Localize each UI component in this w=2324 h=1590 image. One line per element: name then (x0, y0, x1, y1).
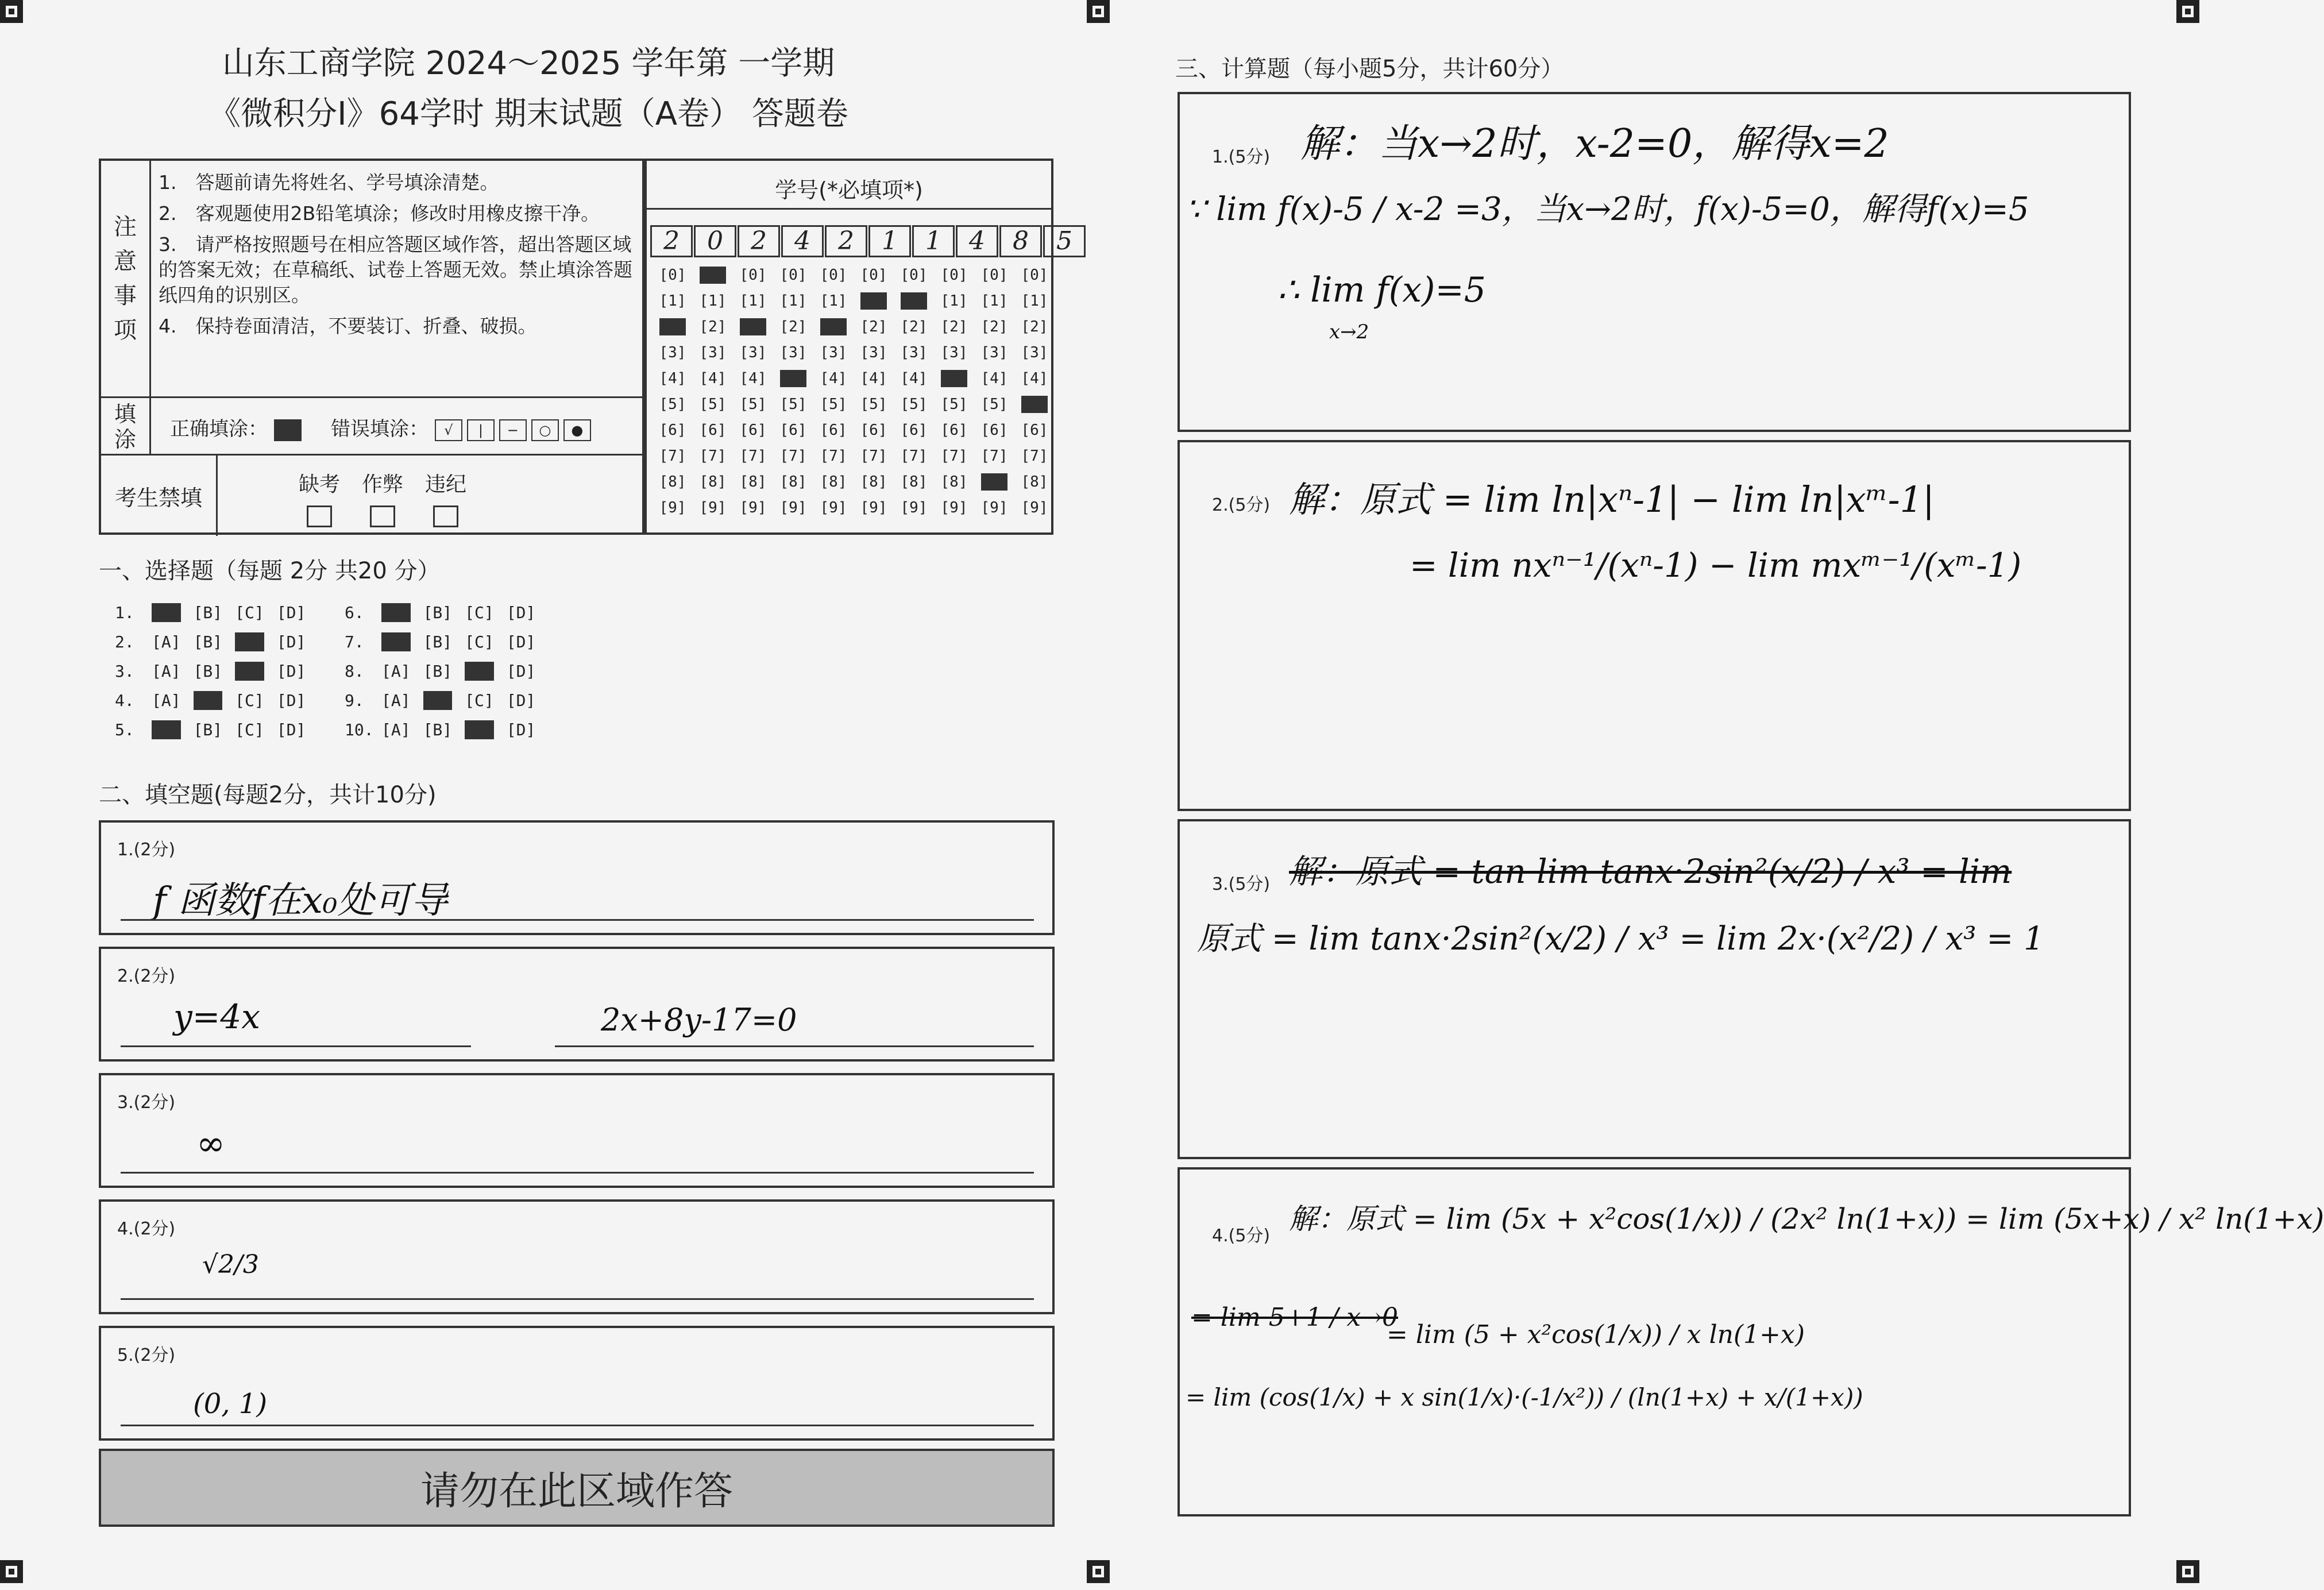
handwritten-line: 原式 = lim tanx·2sin²(x/2) / x³ = lim 2x·(x²/2) / x³ = 1 (1197, 920, 2044, 958)
question-number: 5. (115, 720, 134, 739)
id-bubble[interactable]: [0] (1021, 266, 1048, 284)
choice-option[interactable]: [C] (465, 720, 494, 739)
id-bubble[interactable]: [1] (699, 292, 727, 310)
id-bubble[interactable]: [2] (779, 318, 807, 335)
fill-side-label: 填 涂 (101, 398, 151, 456)
id-bubble[interactable]: [0] (739, 266, 767, 284)
bubble-row (653, 314, 1055, 339)
choice-option[interactable]: [B] (423, 720, 453, 739)
choice-question (115, 603, 318, 622)
choice-option[interactable]: [D] (506, 603, 536, 622)
id-bubble[interactable]: [8] (860, 473, 887, 491)
bubble-row (653, 288, 1055, 314)
handwritten-line: 解：当x→2时，x-2=0，解得x=2 (1300, 121, 1889, 167)
choice-option[interactable]: [C] (465, 603, 494, 622)
cheating-checkbox[interactable] (370, 505, 395, 527)
id-bubble[interactable]: [4] (860, 369, 887, 387)
id-bubble[interactable]: [2] (739, 318, 767, 335)
choice-question (345, 603, 548, 622)
id-bubble[interactable]: [8] (940, 473, 968, 491)
fill-blank-label: 3.(2分) (117, 1093, 176, 1113)
id-bubble[interactable]: [6] (900, 421, 928, 439)
id-bubble[interactable]: [4] (900, 369, 928, 387)
id-bubble[interactable]: [8] (980, 473, 1008, 491)
choice-option[interactable]: [C] (235, 603, 264, 622)
choice-option[interactable]: [D] (276, 720, 306, 739)
id-bubble[interactable]: [2] (980, 318, 1008, 335)
id-bubble[interactable]: [0] (940, 266, 968, 284)
handwritten-answer: √2/3 (202, 1250, 259, 1279)
student-id-box (644, 159, 1072, 535)
id-bubble[interactable]: [8] (659, 473, 686, 491)
choice-option[interactable]: [A] (381, 691, 411, 710)
student-id-title: 学号(*必填项*) (775, 177, 923, 203)
choice-option[interactable]: [C] (235, 632, 264, 651)
corner-marker (2176, 0, 2199, 23)
handwritten-answer-2: 2x+8y-17=0 (601, 1002, 797, 1038)
id-bubble[interactable]: [3] (900, 344, 928, 361)
fill-examples: 正确填涂： 错误填涂： √ | − ○ ● (170, 413, 596, 441)
id-bubble[interactable]: [9] (659, 499, 686, 516)
calc-answer-box-1 (1178, 92, 2131, 432)
choice-option[interactable]: [B] (193, 662, 223, 681)
choice-option[interactable]: [A] (152, 720, 181, 739)
fill-blank-label: 1.(2分) (117, 840, 176, 860)
id-bubble[interactable]: [3] (860, 344, 887, 361)
id-bubble[interactable]: [7] (659, 447, 686, 465)
id-bubble[interactable]: [1] (820, 292, 847, 310)
calc-label: 2.(5分) (1212, 495, 1271, 515)
id-bubble[interactable]: [3] (940, 344, 968, 361)
fill-blank-5 (99, 1326, 1055, 1441)
id-bubble[interactable]: [7] (980, 447, 1008, 465)
choice-option[interactable]: [D] (506, 691, 536, 710)
id-bubble[interactable]: [1] (900, 292, 928, 310)
id-bubble[interactable]: [1] (739, 292, 767, 310)
choice-option[interactable]: [B] (193, 603, 223, 622)
id-bubble[interactable]: [7] (900, 447, 928, 465)
id-bubble[interactable]: [5] (820, 395, 847, 413)
violation-option: 违纪 (417, 468, 474, 527)
absent-option: 缺考 (291, 468, 348, 527)
id-bubble[interactable]: [4] (699, 369, 727, 387)
id-bubble[interactable]: [4] (659, 369, 686, 387)
corner-marker (1087, 0, 1110, 23)
choice-option[interactable]: [C] (235, 691, 264, 710)
section1-title: 一、选择题（每题 2分 共20 分） (99, 558, 441, 584)
id-bubble[interactable]: [0] (699, 266, 727, 284)
id-bubble[interactable]: [2] (900, 318, 928, 335)
bubble-row (653, 443, 1055, 469)
id-bubble[interactable]: [9] (779, 499, 807, 516)
wrong-mark-dot: ● (563, 419, 591, 441)
fill-blank-2 (99, 947, 1055, 1062)
bubble-row (653, 417, 1055, 443)
bubble-row (653, 495, 1055, 520)
id-bubble[interactable]: [5] (1021, 395, 1048, 413)
wrong-mark-bar: | (467, 419, 495, 441)
note-item: 1. 答题前请先将姓名、学号填涂清楚。 (159, 171, 499, 194)
question-number: 8. (345, 662, 364, 681)
id-bubble[interactable]: [1] (779, 292, 807, 310)
absent-checkbox[interactable] (307, 505, 332, 527)
id-digit: 4 (781, 225, 824, 257)
choice-option[interactable]: [A] (152, 662, 181, 681)
choice-option[interactable]: [A] (152, 603, 181, 622)
violation-checkbox[interactable] (433, 505, 458, 527)
question-number: 6. (345, 603, 364, 622)
id-bubble[interactable]: [6] (699, 421, 727, 439)
id-bubble[interactable]: [4] (820, 369, 847, 387)
fill-blank-1 (99, 820, 1055, 935)
id-bubble[interactable]: [6] (739, 421, 767, 439)
corner-marker (2176, 1560, 2199, 1583)
id-bubble[interactable]: [7] (940, 447, 968, 465)
calc-answer-box-3 (1178, 819, 2131, 1159)
id-bubble[interactable]: [5] (699, 395, 727, 413)
calc-label: 3.(5分) (1212, 874, 1271, 894)
student-id-digits (650, 225, 1087, 257)
id-bubble[interactable]: [1] (860, 292, 887, 310)
id-bubble[interactable]: [8] (820, 473, 847, 491)
id-bubble[interactable]: [6] (980, 421, 1008, 439)
bubble-row (653, 339, 1055, 365)
fill-blank-3 (99, 1073, 1055, 1188)
bubble-row (653, 391, 1055, 417)
id-bubble[interactable]: [5] (900, 395, 928, 413)
calc-label: 1.(5分) (1212, 147, 1271, 167)
id-bubble[interactable]: [5] (980, 395, 1008, 413)
note-item: 3. 请严格按照题号在相应答题区域作答，超出答题区域的答案无效；在草稿纸、试卷上答题无效。禁止填涂答题纸四角的识别区。 (159, 233, 632, 306)
question-number: 7. (345, 632, 364, 651)
id-bubble[interactable]: [5] (739, 395, 767, 413)
instructions-box (99, 159, 644, 535)
fill-blank-label: 4.(2分) (117, 1219, 176, 1239)
handwritten-answer: ∞ (196, 1124, 225, 1164)
id-bubble[interactable]: [8] (1021, 473, 1048, 491)
choice-option[interactable]: [B] (423, 632, 453, 651)
choice-option[interactable]: [A] (381, 720, 411, 739)
choice-option[interactable]: [B] (193, 632, 223, 651)
id-bubble[interactable]: [7] (779, 447, 807, 465)
examiner-only-row (101, 454, 644, 536)
calc-answer-box-4 (1178, 1167, 2324, 1516)
choice-option[interactable]: [A] (152, 632, 181, 651)
id-bubble[interactable]: [6] (820, 421, 847, 439)
id-bubble[interactable]: [9] (900, 499, 928, 516)
id-bubble[interactable]: [2] (860, 318, 887, 335)
question-number: 9. (345, 691, 364, 710)
choice-option[interactable]: [C] (465, 691, 494, 710)
exam-title-line1: 山东工商学院 2024～2025 学年第 一学期 (222, 45, 835, 82)
notes-list (159, 170, 635, 345)
id-bubble[interactable]: [5] (940, 395, 968, 413)
id-bubble[interactable]: [1] (659, 292, 686, 310)
choice-option[interactable]: [A] (152, 691, 181, 710)
wrong-mark-circle: ○ (531, 419, 559, 441)
id-bubble[interactable]: [0] (980, 266, 1008, 284)
examiner-only-label: 考生禁填 (101, 456, 218, 536)
student-id-bubble-grid (653, 262, 1055, 520)
choice-option[interactable]: [D] (506, 662, 536, 681)
id-digit: 1 (912, 225, 955, 257)
fill-blank-label: 2.(2分) (117, 966, 176, 986)
id-bubble[interactable]: [7] (739, 447, 767, 465)
id-bubble[interactable]: [2] (1021, 318, 1048, 335)
question-number: 10. (345, 720, 374, 739)
id-digit: 1 (868, 225, 911, 257)
choice-option[interactable]: [C] (235, 720, 264, 739)
question-number: 2. (115, 632, 134, 651)
handwritten-line: 解：原式 = lim (5x + x²cos(1/x)) / (2x² ln(1+x)) = lim (5x+x) / x² ln(1+x) (1289, 1202, 2324, 1236)
id-bubble[interactable]: [9] (860, 499, 887, 516)
crossed-out-line: 解：原式 = tan lim tanx·2sin²(x/2) / x³ = lim (1289, 852, 2012, 891)
id-bubble[interactable]: [6] (940, 421, 968, 439)
choice-option[interactable]: [B] (423, 662, 453, 681)
choice-option[interactable]: [D] (506, 720, 536, 739)
calc-answer-box-2 (1178, 440, 2131, 811)
id-digit: 2 (738, 225, 780, 257)
id-bubble[interactable]: [0] (900, 266, 928, 284)
id-bubble[interactable]: [5] (779, 395, 807, 413)
id-bubble[interactable]: [6] (1021, 421, 1048, 439)
id-bubble[interactable]: [4] (1021, 369, 1048, 387)
id-bubble[interactable]: [0] (659, 266, 686, 284)
choice-question (115, 632, 318, 651)
choice-option[interactable]: [B] (193, 691, 223, 710)
id-bubble[interactable]: [3] (659, 344, 686, 361)
id-bubble[interactable]: [4] (739, 369, 767, 387)
id-bubble[interactable]: [8] (699, 473, 727, 491)
id-bubble[interactable]: [7] (1021, 447, 1048, 465)
id-bubble[interactable]: [9] (1021, 499, 1048, 516)
id-bubble[interactable]: [9] (699, 499, 727, 516)
choice-question (115, 691, 318, 710)
id-bubble[interactable]: [1] (1021, 292, 1048, 310)
id-bubble[interactable]: [8] (779, 473, 807, 491)
bubble-row (653, 262, 1055, 288)
id-bubble[interactable]: [1] (980, 292, 1008, 310)
id-bubble[interactable]: [9] (980, 499, 1008, 516)
choice-question (345, 720, 548, 739)
id-bubble[interactable]: [4] (940, 369, 968, 387)
question-number: 4. (115, 691, 134, 710)
correct-fill-mark (274, 419, 302, 441)
handwritten-line: ∴ lim f(x)=5 (1277, 270, 1486, 310)
choice-option[interactable]: [D] (506, 632, 536, 651)
choice-option[interactable]: [D] (276, 691, 306, 710)
id-bubble[interactable]: [4] (779, 369, 807, 387)
id-bubble[interactable]: [5] (659, 395, 686, 413)
id-digit: 2 (650, 225, 693, 257)
fill-example-row (101, 396, 644, 456)
id-digit: 2 (825, 225, 867, 257)
handwritten-line: x→2 (1329, 321, 1369, 344)
id-bubble[interactable]: [4] (980, 369, 1008, 387)
id-bubble[interactable]: [6] (860, 421, 887, 439)
choice-question (345, 662, 548, 681)
choice-question (345, 691, 548, 710)
handwritten-line: = lim (cos(1/x) + x sin(1/x)·(-1/x²)) / (ln(1+x) + x/(1+x)) (1186, 1383, 1863, 1411)
id-bubble[interactable]: [1] (940, 292, 968, 310)
id-bubble[interactable]: [2] (659, 318, 686, 335)
note-item: 2. 客观题使用2B铅笔填涂；修改时用橡皮擦干净。 (159, 202, 600, 225)
id-bubble[interactable]: [2] (699, 318, 727, 335)
id-bubble[interactable]: [2] (820, 318, 847, 335)
handwritten-line: = lim nxⁿ⁻¹/(xⁿ-1) − lim mxᵐ⁻¹/(xᵐ-1) (1410, 546, 2022, 585)
choice-option[interactable]: [D] (276, 632, 306, 651)
handwritten-answer: f 函数f在x₀处可导 (153, 879, 448, 922)
id-bubble[interactable]: [7] (699, 447, 727, 465)
no-answer-zone: 请勿在此区域作答 (99, 1449, 1055, 1527)
bubble-row (653, 469, 1055, 495)
choice-option[interactable]: [B] (193, 720, 223, 739)
choice-question (345, 632, 548, 651)
fill-blank-4 (99, 1199, 1055, 1314)
question-number: 1. (115, 603, 134, 622)
section3-title: 三、计算题（每小题5分，共计60分） (1175, 56, 1564, 82)
choice-option[interactable]: [A] (381, 632, 411, 651)
id-digit: 4 (956, 225, 998, 257)
question-number: 3. (115, 662, 134, 681)
id-digit: 8 (999, 225, 1042, 257)
id-bubble[interactable]: [7] (820, 447, 847, 465)
handwritten-line: 解：原式 = lim ln|xⁿ-1| − lim ln|xᵐ-1| (1289, 478, 1935, 520)
choice-option[interactable]: [B] (423, 603, 453, 622)
id-bubble[interactable]: [0] (860, 266, 887, 284)
exam-title-line2: 《微积分Ⅰ》64学时 期末试题（A卷） 答题卷 (209, 95, 848, 133)
choice-option[interactable]: [C] (235, 662, 264, 681)
fill-blank-label: 5.(2分) (117, 1345, 176, 1365)
wrong-mark-dash: − (499, 419, 527, 441)
id-bubble[interactable]: [3] (699, 344, 727, 361)
choice-option[interactable]: [C] (465, 662, 494, 681)
choice-option[interactable]: [C] (465, 632, 494, 651)
id-bubble[interactable]: [7] (860, 447, 887, 465)
id-digit: 5 (1043, 225, 1086, 257)
choice-option[interactable]: [D] (276, 603, 306, 622)
bubble-row (653, 365, 1055, 391)
id-digit: 0 (694, 225, 736, 257)
handwritten-line: ∵ lim f(x)-5 / x-2 =3，当x→2时，f(x)-5=0，解得f(x)=5 (1186, 191, 2029, 228)
id-bubble[interactable]: [9] (820, 499, 847, 516)
id-bubble[interactable]: [0] (779, 266, 807, 284)
id-bubble[interactable]: [3] (980, 344, 1008, 361)
choice-option[interactable]: [B] (423, 691, 453, 710)
corner-marker (0, 1560, 23, 1583)
id-bubble[interactable]: [8] (900, 473, 928, 491)
handwritten-line: = lim (5 + x²cos(1/x)) / x ln(1+x) (1387, 1320, 1805, 1349)
id-bubble[interactable]: [3] (739, 344, 767, 361)
id-bubble[interactable]: [3] (1021, 344, 1048, 361)
id-bubble[interactable]: [9] (940, 499, 968, 516)
id-bubble[interactable]: [0] (820, 266, 847, 284)
handwritten-answer: (0, 1) (193, 1388, 268, 1420)
corner-marker (0, 0, 23, 23)
cheating-option: 作弊 (354, 468, 411, 527)
notes-side-label: 注 意 事 项 (101, 161, 151, 396)
crossed-out-line: = lim 5+1 / x→0 (1191, 1303, 1399, 1332)
choice-option[interactable]: [D] (276, 662, 306, 681)
id-bubble[interactable]: [8] (739, 473, 767, 491)
id-bubble[interactable]: [2] (940, 318, 968, 335)
id-bubble[interactable]: [3] (820, 344, 847, 361)
choice-option[interactable]: [A] (381, 603, 411, 622)
choice-question (115, 720, 318, 739)
section2-title: 二、填空题(每题2分，共计10分) (99, 782, 437, 808)
calc-label: 4.(5分) (1212, 1226, 1271, 1246)
wrong-mark-check: √ (435, 419, 462, 441)
id-bubble[interactable]: [6] (659, 421, 686, 439)
note-item: 4. 保持卷面清洁，不要装订、折叠、破损。 (159, 315, 537, 337)
choice-question (115, 662, 318, 681)
id-bubble[interactable]: [3] (779, 344, 807, 361)
choice-option[interactable]: [A] (381, 662, 411, 681)
id-bubble[interactable]: [5] (860, 395, 887, 413)
id-bubble[interactable]: [6] (779, 421, 807, 439)
corner-marker (1087, 1560, 1110, 1583)
handwritten-answer: y=4x (173, 997, 260, 1036)
id-bubble[interactable]: [9] (739, 499, 767, 516)
